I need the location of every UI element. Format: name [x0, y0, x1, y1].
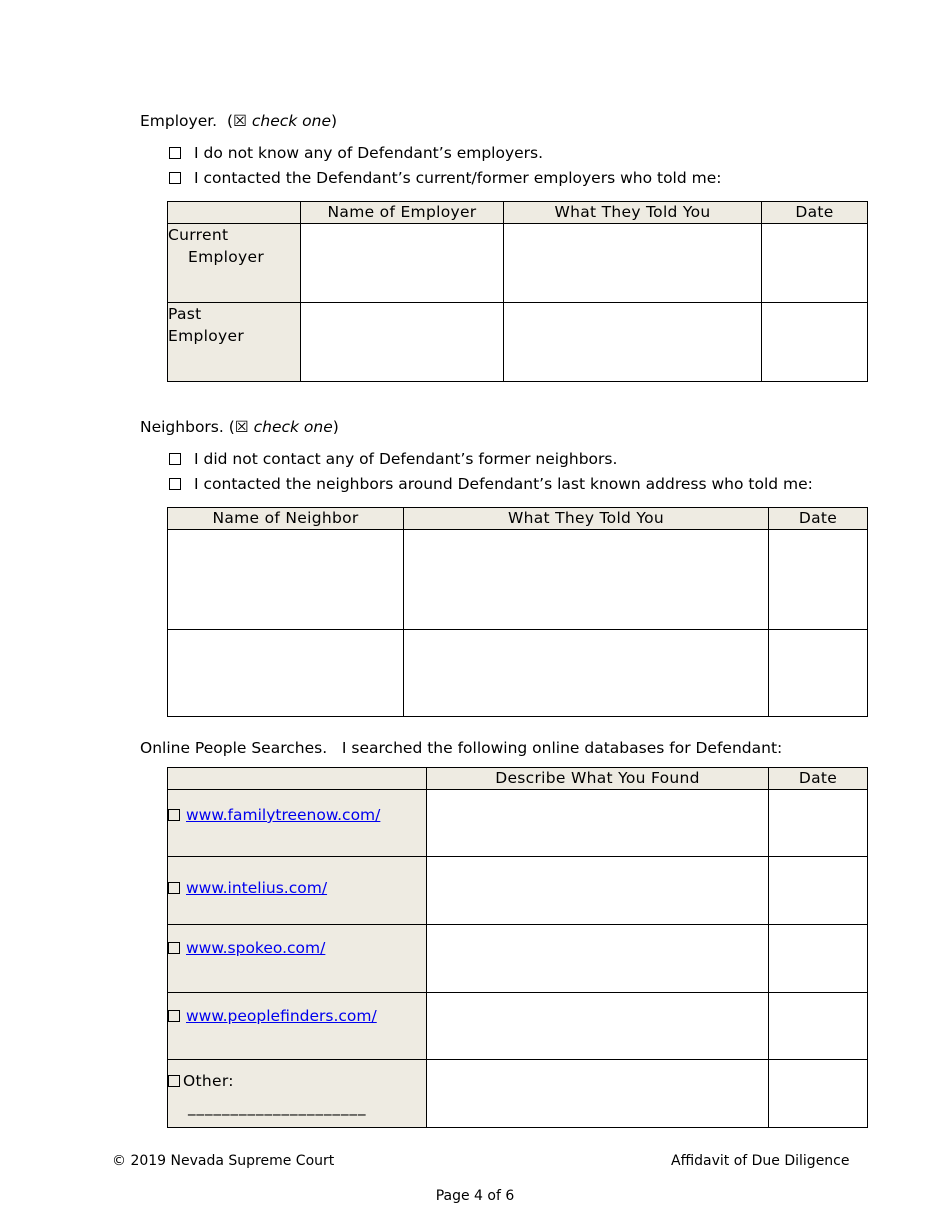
spokeo-found-cell[interactable]: [427, 925, 769, 993]
employer-option-contacted[interactable]: I contacted the Defendant’s current/former employers who told me:: [169, 169, 721, 187]
other-date-cell[interactable]: [769, 1060, 868, 1128]
employer-table: [167, 201, 868, 382]
online-header-blank: [168, 768, 427, 790]
familytreenow-found-cell[interactable]: [427, 790, 769, 857]
site-peoplefinders: [168, 993, 427, 1060]
past-employer-label: Past Employer: [168, 303, 301, 382]
current-employer-told-cell[interactable]: [504, 224, 762, 303]
other-found-cell[interactable]: [427, 1060, 769, 1128]
checkbox[interactable]: [168, 882, 180, 894]
checkbox[interactable]: [168, 1010, 180, 1022]
intelius-link[interactable]: www.intelius.com/: [186, 879, 328, 897]
familytreenow-date-cell[interactable]: [769, 790, 868, 857]
other-label: Other:: [183, 1072, 234, 1090]
neighbors-option-not-contacted[interactable]: I did not contact any of Defendant’s former neighbors.: [169, 450, 617, 468]
online-section-title: Online People Searches. I searched the following online databases for Defendant:: [140, 739, 783, 757]
peoplefinders-found-cell[interactable]: [427, 993, 769, 1060]
neighbors-header-told: What They Told You: [404, 508, 769, 530]
familytreenow-link[interactable]: www.familytreenow.com/: [186, 806, 381, 824]
neighbors-header-date: Date: [769, 508, 868, 530]
neighbor-1-date-cell[interactable]: [769, 530, 868, 630]
online-header-date: Date: [769, 768, 868, 790]
past-employer-date-cell[interactable]: [762, 303, 868, 382]
checkbox[interactable]: [168, 1075, 180, 1087]
checkbox[interactable]: [169, 478, 181, 490]
footer-copyright: © 2019 Nevada Supreme Court: [112, 1153, 335, 1169]
spokeo-date-cell[interactable]: [769, 925, 868, 993]
neighbors-header-name: Name of Neighbor: [168, 508, 404, 530]
site-intelius: [168, 857, 427, 925]
neighbors-option-contacted[interactable]: I contacted the neighbors around Defendant’s last known address who told me:: [169, 475, 813, 493]
current-employer-name-cell[interactable]: [301, 224, 504, 303]
neighbor-1-name-cell[interactable]: [168, 530, 404, 630]
neighbor-1-told-cell[interactable]: [404, 530, 769, 630]
employer-section-title: Employer. (☒ check one): [140, 112, 338, 130]
checkbox[interactable]: [168, 809, 180, 821]
online-table: [167, 767, 868, 1128]
intelius-date-cell[interactable]: [769, 857, 868, 925]
employer-header-told: What They Told You: [504, 202, 762, 224]
past-employer-name-cell[interactable]: [301, 303, 504, 382]
neighbor-2-name-cell[interactable]: [168, 630, 404, 717]
site-spokeo: [168, 925, 427, 993]
peoplefinders-date-cell[interactable]: [769, 993, 868, 1060]
intelius-found-cell[interactable]: [427, 857, 769, 925]
checkbox[interactable]: [168, 942, 180, 954]
checkbox[interactable]: [169, 147, 181, 159]
current-employer-label: Current Employer: [168, 224, 301, 303]
employer-header-name: Name of Employer: [301, 202, 504, 224]
footer-page-number: Page 4 of 6: [435, 1188, 515, 1204]
checkbox[interactable]: [169, 453, 181, 465]
past-employer-told-cell[interactable]: [504, 303, 762, 382]
neighbor-2-told-cell[interactable]: [404, 630, 769, 717]
other-blank-line[interactable]: _____________________: [188, 1098, 367, 1116]
employer-header-blank: [168, 202, 301, 224]
employer-header-date: Date: [762, 202, 868, 224]
neighbors-section-title: Neighbors. (☒ check one): [140, 418, 339, 436]
neighbor-2-date-cell[interactable]: [769, 630, 868, 717]
site-other: [168, 1060, 427, 1128]
peoplefinders-link[interactable]: www.peoplefinders.com/: [186, 1007, 377, 1025]
online-header-found: Describe What You Found: [427, 768, 769, 790]
footer-form-title: Affidavit of Due Diligence: [671, 1153, 850, 1169]
neighbors-table: [167, 507, 868, 717]
current-employer-date-cell[interactable]: [762, 224, 868, 303]
employer-option-unknown[interactable]: I do not know any of Defendant’s employers.: [169, 144, 543, 162]
checkbox[interactable]: [169, 172, 181, 184]
spokeo-link[interactable]: www.spokeo.com/: [186, 939, 326, 957]
site-familytreenow: [168, 790, 427, 857]
